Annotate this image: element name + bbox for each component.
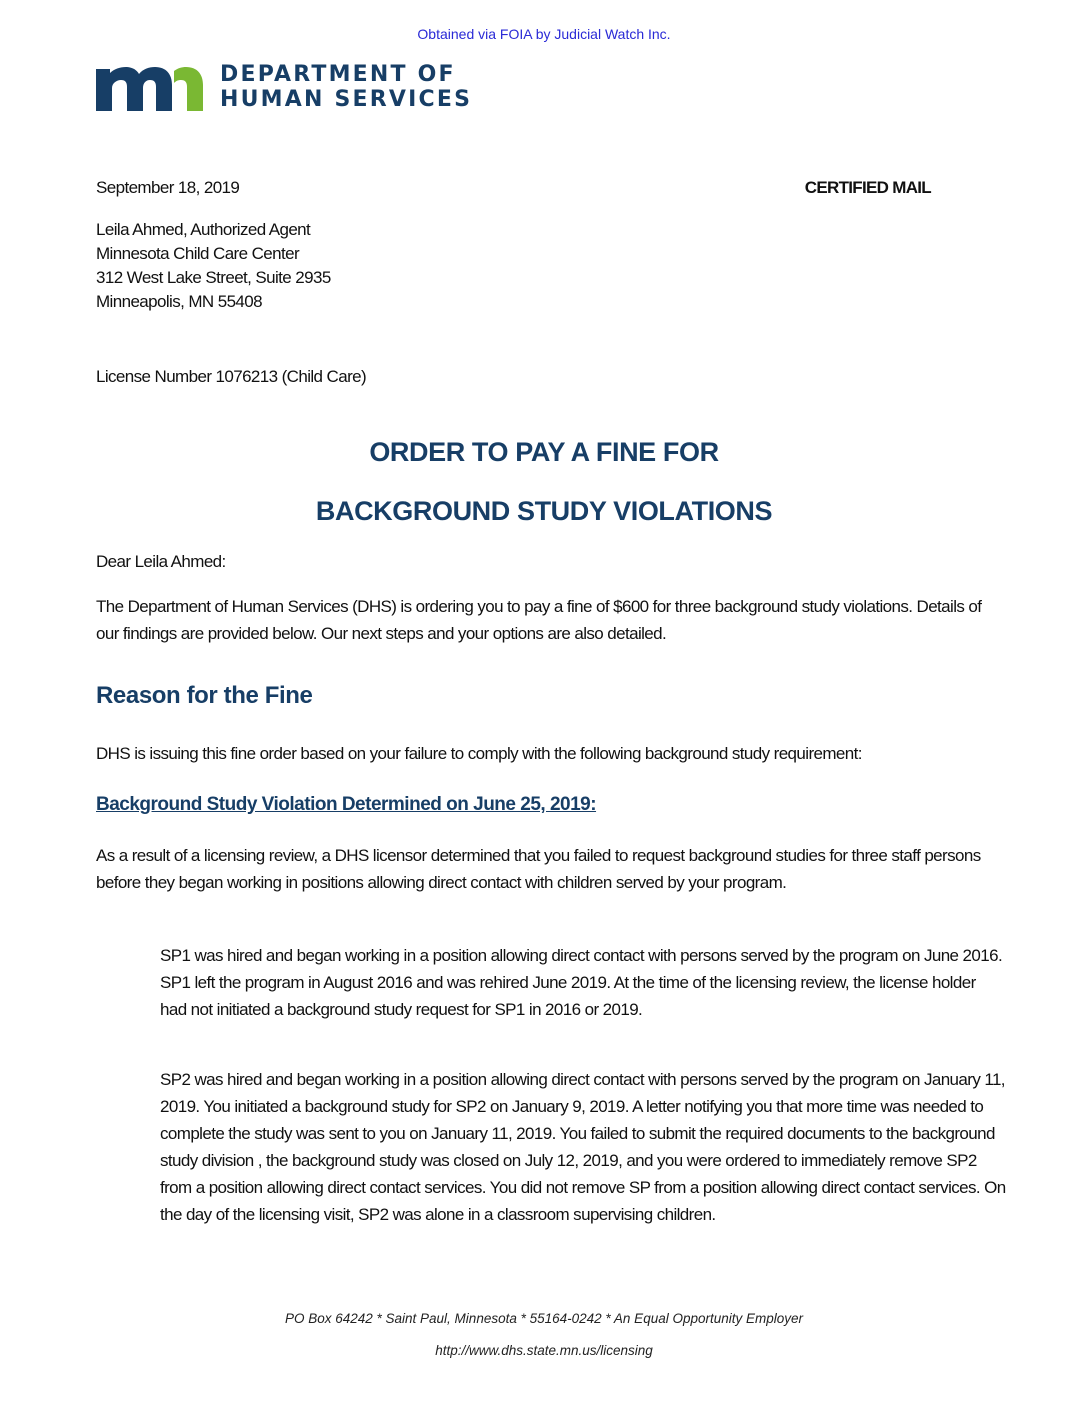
salutation: Dear Leila Ahmed:: [96, 552, 226, 571]
order-title-line-2: BACKGROUND STUDY VIOLATIONS: [315, 496, 773, 526]
order-title-line-1: ORDER TO PAY A FINE FOR: [369, 437, 719, 467]
logo-wordmark: [220, 62, 472, 112]
foia-watermark: Obtained via FOIA by Judicial Watch Inc.: [417, 26, 671, 42]
result-paragraph: As a result of a licensing review, a DHS licensor determined that you failed to request background studies for three staff persons before they began working in positions allowing direct contact with children served by your program.: [96, 846, 981, 892]
footer-address: PO Box 64242 * Saint Paul, Minnesota * 55164-0242 * An Equal Opportunity Employer: [284, 1311, 804, 1326]
recipient-address: [96, 218, 331, 314]
recipient-organization: Minnesota Child Care Center: [96, 244, 300, 263]
sp2-paragraph: SP2 was hired and began working in a position allowing direct contact with persons served by the program on January 11, 2019. You initiated a background study for SP2 on January 9, 2019. A letter notifying you that more time was needed to complete the study was sent to you on January 11, 2019. You failed to submit the required documents to the background study division , the background study was closed on July 12, 2019, and you were ordered to immediately remove SP2 from a position allowing direct contact services. You did not remove SP from a position allowing direct contact services. On the day of the licensing visit, SP2 was alone in a classroom supervising children.: [160, 1070, 1006, 1224]
logo-line-1: DEPARTMENT OF: [220, 62, 456, 87]
issuing-paragraph: DHS is issuing this fine order based on your failure to comply with the following background study requirement:: [96, 744, 862, 763]
mn-logo-icon: [96, 61, 204, 113]
violation-heading: Background Study Violation Determined on June 25, 2019:: [96, 794, 597, 815]
sp1-paragraph: SP1 was hired and began working in a position allowing direct contact with persons served by the program on June 2016. SP1 left the program in August 2016 and was rehired June 2019. At the time of the licensing review, the license holder had not initiated a background study request for SP1 in 2016 or 2019.: [160, 946, 1003, 1019]
license-number: License Number 1076213 (Child Care): [96, 367, 367, 386]
dhs-logo: [96, 60, 472, 114]
intro-paragraph: The Department of Human Services (DHS) is ordering you to pay a fine of $600 for three background study violations. Details of our findings are provided below. Our next steps and your options are also detailed.: [96, 597, 982, 643]
letter-date: September 18, 2019: [96, 178, 240, 197]
recipient-city: Minneapolis, MN 55408: [96, 292, 262, 311]
recipient-name: Leila Ahmed, Authorized Agent: [96, 220, 311, 239]
logo-line-2: HUMAN SERVICES: [220, 87, 473, 112]
certified-mail-label: CERTIFIED MAIL: [804, 178, 931, 197]
footer-url[interactable]: http://www.dhs.state.mn.us/licensing: [435, 1343, 653, 1358]
recipient-street: 312 West Lake Street, Suite 2935: [96, 268, 331, 287]
section-heading-reason: Reason for the Fine: [96, 682, 313, 709]
